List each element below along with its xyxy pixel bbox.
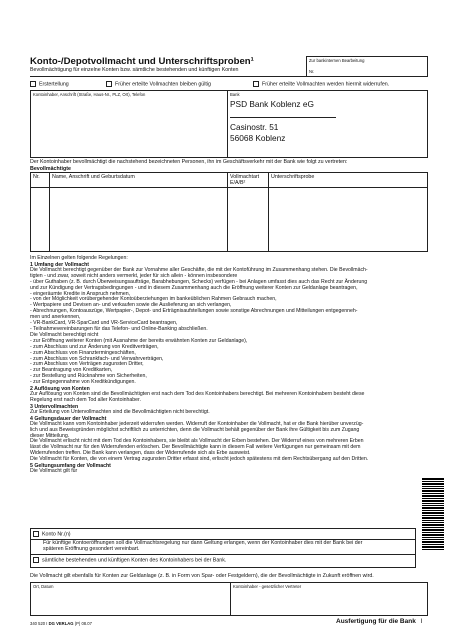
future-note: Die Vollmacht gilt ebenfalls für Konten zur Geldanlage (z. B. in Form von Spar- oder Festgeldern), die der Bevollmächtigte in Zukunft eröffnen wird. <box>30 573 374 579</box>
page-subtitle: Bevollmächtigung für einzelne Konten bzw. sämtliche bestehenden und künftigen Konten <box>30 67 239 73</box>
section-text: - zur Eröffnung weiterer Konten (mit Ausnahme der bereits erwähnten Konten zur Geldanlage), <box>30 337 248 344</box>
section-text: Die Vollmacht für Konten, die von einem Vertrag zugunsten Dritter erfasst sind, erlischt jedoch spätestens mit dem Rechtsübergang auf den Dritten. <box>30 456 369 463</box>
section-text: Die Vollmacht gilt für <box>30 468 78 475</box>
section-text: Zur Erteilung von Untervollmachten sind die Bevollmächtigten nicht berechtigt. <box>30 408 210 415</box>
section-heading: 1 Umfang der Vollmacht <box>30 261 89 268</box>
col-divider <box>49 173 50 251</box>
form-date: 08.07 <box>81 621 92 626</box>
checkbox[interactable] <box>33 557 39 563</box>
bank-separator <box>230 117 336 118</box>
option-label: Erstertellung <box>39 81 69 88</box>
section-text: dieser Mitteilung. <box>30 432 70 439</box>
col-header-nr: Nr. <box>33 174 40 180</box>
section-text: - über Guthaben (z. B. durch Überweisungsaufträge, Barabhebungen, Schecks) verfügen - bei Anlagen umfasst dies auch das Recht zur Änderung <box>30 278 368 285</box>
page-title: Konto-/Depotvollmacht und Unterschriftsproben¹ <box>30 56 254 67</box>
section-text: Die Vollmacht erlischt nicht mit dem Tod des Kontoinhabers, sie bleibt als Vollmacht der Erben bestehen. Der Widerruf eines von mehreren Erben <box>30 438 364 445</box>
bank-use-box <box>306 56 428 77</box>
section-text: tigten - und zwar, soweit nicht anders vermerkt, jeder für sich allein - können insbesondere <box>30 272 238 279</box>
col-divider <box>268 173 269 251</box>
section-text: - zur Bestellung und Rücknahme von Sicherheiten, <box>30 373 147 380</box>
section-text: - Teilnahmevereinbarungen für das Telefon- und Online-Banking abschließen. <box>30 325 208 332</box>
option-previous-remain[interactable] <box>106 81 211 88</box>
section-text: Die Vollmacht berechtigt gegenüber der Bank zur Vornahme aller Geschäfte, die mit der Kontoführung im Zusammenhang stehen. Die Bevollmäch- <box>30 266 368 273</box>
checkbox[interactable] <box>33 531 39 537</box>
col-header-name: Name, Anschrift und Geburtsdatum <box>52 174 135 180</box>
bank-city: 56068 Koblenz <box>230 133 286 143</box>
checkbox[interactable] <box>30 81 36 87</box>
checkbox[interactable] <box>253 81 259 87</box>
section-text: - zum Abschluss von Finanztermingeschäften, <box>30 349 136 356</box>
header-underline <box>30 76 306 77</box>
scope-box <box>30 528 416 568</box>
option-label: Früher erteilte Vollmachten werden hiermit widerrufen. <box>262 81 390 88</box>
section-text: und zur Kündigung der Vertragsbedingungen - und in diesem Zusammenhang auch die Eröffnung weiterer Konten zur Geldanlage beantragen, <box>30 284 358 291</box>
form-code: 340 520 I <box>30 621 49 626</box>
authorized-table <box>30 172 428 252</box>
scope-note <box>43 540 362 552</box>
section-text: - zum Abschluss von Schrankfach- und Verwahrverträgen, <box>30 355 164 362</box>
section-heading: 4 Geltungsdauer der Vollmacht <box>30 415 107 422</box>
section-text: - Wertpapiere und Devisen an- und verkaufen sowie die Auslieferung an sich verlangen, <box>30 302 232 309</box>
copy-label-text: Ausfertigung für die Bank <box>336 618 416 625</box>
section-heading: 3 Untervollmachten <box>30 403 79 410</box>
rules-block <box>30 256 430 475</box>
signature-box <box>30 582 428 616</box>
place-date-label: Ort, Datum <box>33 584 54 589</box>
section-heading: 2 Auflösung von Konten <box>30 386 90 393</box>
scope-note-line: späteren Eröffnung gesondert vereinbart. <box>43 546 140 553</box>
section-text: - von der Möglichkeit vorübergehender Kontoüberziehungen im bankeüblichen Rahmen Gebrauch machen, <box>30 296 277 303</box>
option-previous-revoked[interactable] <box>253 81 389 88</box>
checkbox[interactable] <box>106 81 112 87</box>
copyright-icon: (P) <box>74 621 82 626</box>
holder-label: Kontoinhaber, Anschrift (Straße, Haus-Nr., PLZ, Ort), Telefon <box>33 92 146 97</box>
signature-divider <box>230 583 231 615</box>
holder-rep-label: Kontoinhaber - gesetzlicher Vertreter <box>233 584 302 589</box>
section-heading: 5 Geltungsumfang der Vollmacht <box>30 463 111 470</box>
copy-roman: I <box>420 618 423 625</box>
col-divider <box>227 173 228 251</box>
section-text: lässt die Vollmacht nur für den Widerrufenden erlöschen. Der Bevollmächtigte kann in diesem Fall weitere Verfügungen nur gemeinsam mit dem <box>30 444 361 451</box>
section-text: - eingeräumte Kredite in Anspruch nehmen, <box>30 290 131 297</box>
barcode <box>422 478 444 551</box>
bank-name: PSD Bank Koblenz eG <box>230 99 314 109</box>
section-text: - zur Entgegennahme von Kreditkündigungen. <box>30 379 136 386</box>
nr-label: Nr. <box>309 69 315 74</box>
section-text: - zum Abschluss und zur Änderung von Kreditverträgen, <box>30 343 159 350</box>
section-text: - Abrechnungen, Kontoauszüge, Wertpapier-, Depot- und Erträgnisaufstellungen sowie sonstige Abrechnungen und Mitteilungen entgegenneh- <box>30 308 358 315</box>
section-text: Die Vollmacht kann vom Kontoinhaber jederzeit widerrufen werden. Widerruft der Kontoinhaber die Vollmacht, hat er die Bank hierüber unverzüg- <box>30 420 364 427</box>
scope-all-label: sämtliche bestehenden und künftigen Konten des Kontoinhabers bei der Bank. <box>42 557 227 564</box>
section-text: Zur Auflösung von Konten sind die Bevollmächtigten erst nach dem Tod des Kontoinhabers berechtigt. Bei mehreren Kontoinhabern besteht diese <box>30 391 365 398</box>
section-text: Die Vollmacht berechtigt nicht <box>30 331 99 338</box>
option-label: Früher erteilte Vollmachten bleiben gültig <box>115 81 211 88</box>
section-text: - zur Beantragung von Kreditkarten, <box>30 367 113 374</box>
copy-label <box>336 618 422 625</box>
holder-divider <box>227 91 228 157</box>
rules-intro: Im Einzelnen gelten folgende Regelungen: <box>30 255 128 261</box>
section-text: - zum Abschluss von Verträgen zugunsten Dritter, <box>30 361 144 368</box>
section-text: - VR-BankCard, VR-SparCard und VR-ServiceCard beantragen, <box>30 320 178 327</box>
header-row-line <box>31 187 427 188</box>
publisher: DG VERLAG <box>48 621 74 626</box>
scope-accounts-label: Konto Nr.(n) <box>42 531 71 538</box>
section-text: lich und aus Beweisgründen möglichst schriftlich zu unterrichten, denn die Vollmacht behält gegenüber der Bank ihre Gültigkeit bis zum Zugang <box>30 426 360 433</box>
section-text: men und anerkennen, <box>30 314 81 321</box>
scope-note-line: Für künftige Kontoeröffnungen soll die Vollmachtsregelung nur dann Geltung erlangen, wenn der Kontoinhaber dies mit der Bank bei der <box>43 540 363 546</box>
col-header-signature: Unterschriftsprobe <box>271 174 315 180</box>
scope-all[interactable] <box>33 557 226 564</box>
authorization-intro: Der Kontoinhaber bevollmächtigt die nachstehend bezeichneten Personen, ihn im Geschäftsverkehr mit der Bank wie folgt zu vertreten: <box>30 159 348 165</box>
scope-accounts[interactable] <box>33 531 71 538</box>
holder-box <box>30 90 428 158</box>
bank-use-label: Zur bankinternen Bearbeitung <box>309 58 365 63</box>
section-text: Widerrufenden treffen. Die Bank kann verlangen, dass der Widerrufende sich als Erbe ausweist. <box>30 450 251 457</box>
footer-left <box>30 621 92 626</box>
scope-divider <box>31 554 415 555</box>
bank-label: Bank <box>230 92 240 97</box>
section-text: Regelung erst nach dem Tod aller Kontoinhaber. <box>30 396 141 403</box>
option-ersterstellung[interactable] <box>30 81 69 88</box>
table-caption: Bevollmächtigte <box>30 166 71 172</box>
col-header-type: Vollmachtart E/A/B² <box>230 174 260 187</box>
bank-street: Casinostr. 51 <box>230 122 279 132</box>
